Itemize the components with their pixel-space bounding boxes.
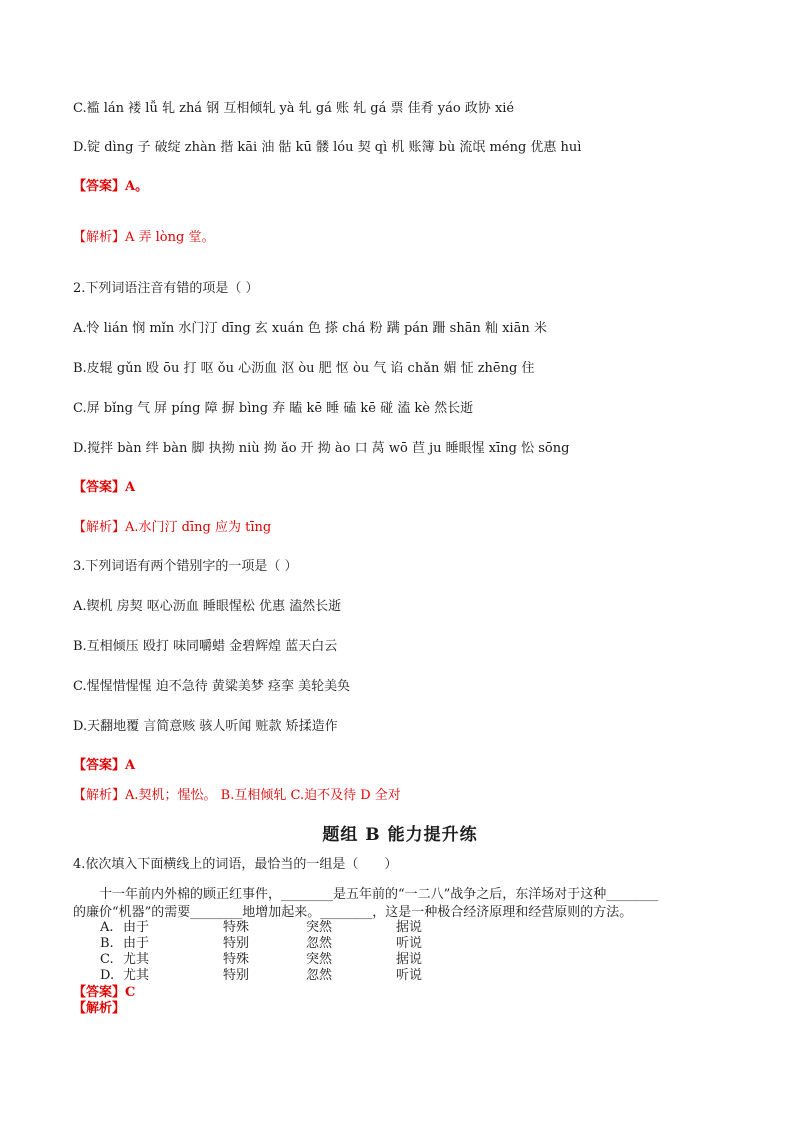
option-letter: C. <box>100 952 114 967</box>
q4-answer: 【答案】C <box>73 985 136 1000</box>
q1-option-d: D.锭 dìng 子 破绽 zhàn 揩 kāi 油 骷 kū 髅 lóu 契 qì 机 账簿 bù 流氓 méng 优惠 huì <box>73 140 582 155</box>
option-word-2: 特别 <box>223 968 250 983</box>
q4-passage <box>73 886 733 922</box>
q1-answer: 【答案】A。 <box>73 179 149 194</box>
option-word-4: 听说 <box>396 936 423 951</box>
option-letter: D. <box>100 968 115 983</box>
q3-stem: 3.下列词语有两个错别字的一项是（ ） <box>73 559 298 574</box>
option-word-4: 据说 <box>396 952 423 967</box>
q1-option-c: C.褴 lán 褛 lǚ 轧 zhá 钢 互相倾轧 yà 轧 gá 账 轧 gá 票 佳肴 yáo 政协 xié <box>73 101 515 116</box>
option-word-4: 据说 <box>396 920 423 935</box>
q4-stem: 4.依次填入下面横线上的词语，最恰当的一组是（ ） <box>73 857 398 872</box>
q3-option-a: A.锲机 房契 呕心沥血 睡眼惺松 优惠 溘然长逝 <box>73 599 342 614</box>
option-word-1: 由于 <box>123 920 150 935</box>
q3-analysis: 【解析】A.契机；惺忪。 B.互相倾轧 C.迫不及待 D 全对 <box>73 788 401 803</box>
q2-option-c: C.屏 bǐng 气 屏 píng 障 摒 bìng 弃 瞌 kē 睡 磕 kē 碰 溘 kè 然长逝 <box>73 401 474 416</box>
option-word-3: 忽然 <box>306 968 333 983</box>
option-word-3: 突然 <box>306 952 333 967</box>
option-word-1: 由于 <box>123 936 150 951</box>
q2-answer: 【答案】A <box>73 480 136 495</box>
q2-option-b: B.皮辊 gǔn 殴 ōu 打 呕 ǒu 心沥血 沤 òu 肥 怄 òu 气 谄 chǎn 媚 怔 zhēng 住 <box>73 361 535 376</box>
q4-passage-line-2: 的廉价“机器”的需要________地增加起来。________，这是一种极合经济原理和经营原则的方法。 <box>73 905 633 920</box>
option-word-1: 尤其 <box>123 968 150 983</box>
option-word-3: 突然 <box>306 920 333 935</box>
option-word-3: 忽然 <box>306 936 333 951</box>
option-word-2: 特别 <box>223 936 250 951</box>
q3-option-b: B.互相倾压 殴打 味同嚼蜡 金碧辉煌 蓝天白云 <box>73 639 338 654</box>
q2-option-a: A.怜 lián 悯 mǐn 水门汀 dīng 玄 xuán 色 搽 chá 粉 蹒 pán 跚 shān 籼 xiān 米 <box>73 321 547 336</box>
option-letter: A. <box>100 920 114 935</box>
q4-passage-line-1: 十一年前内外棉的顾正红事件，________是五年前的“一二八”战争之后，东洋场对于这种________ <box>99 887 659 902</box>
option-letter: B. <box>100 936 114 951</box>
q3-option-d: D.天翻地覆 言简意赅 骇人听闻 赃款 矫揉造作 <box>73 719 338 734</box>
q2-analysis: 【解析】A.水门汀 dīng 应为 tīng <box>73 520 272 535</box>
q1-analysis: 【解析】A 弄 lòng 堂。 <box>73 230 215 245</box>
q2-stem: 2.下列词语注音有错的项是（ ） <box>73 281 259 296</box>
option-word-4: 听说 <box>396 968 423 983</box>
q2-option-d: D.搅拌 bàn 绊 bàn 脚 执拗 niù 拗 ǎo 开 拗 ào 口 莴 wō 苣 ju 睡眼惺 xīng 忪 sōng <box>73 441 570 456</box>
option-word-2: 特殊 <box>223 952 250 967</box>
q3-option-c: C.惺惺惜惺惺 迫不急待 黄粱美梦 痉挛 美轮美奂 <box>73 679 351 694</box>
option-word-1: 尤其 <box>123 952 150 967</box>
q3-answer: 【答案】A <box>73 758 136 773</box>
option-word-2: 特殊 <box>223 920 250 935</box>
q4-analysis: 【解析】 <box>73 1001 126 1016</box>
section-title: 题组 B 能力提升练 <box>322 825 478 845</box>
